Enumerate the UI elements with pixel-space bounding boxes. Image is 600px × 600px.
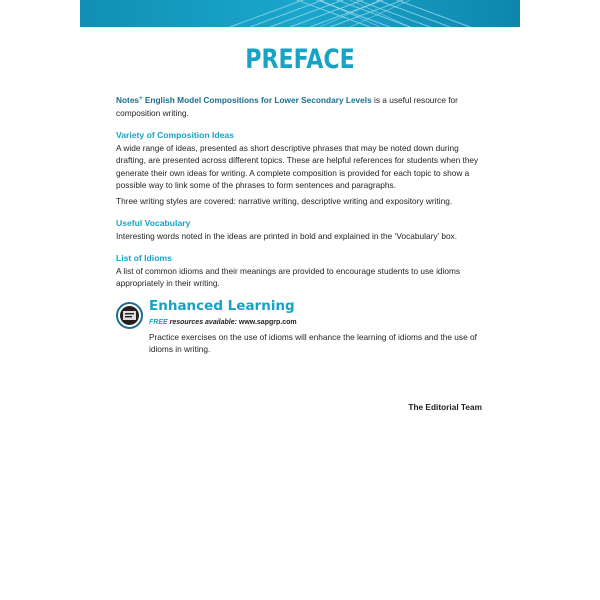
resources-note: FREE resources available: www.sapgrp.com (149, 318, 297, 326)
page-title: PREFACE (245, 44, 355, 75)
section-heading-vocabulary: Useful Vocabulary (116, 218, 191, 228)
enhanced-learning-logo-icon (116, 302, 143, 329)
plus-sign: + (139, 96, 143, 102)
website-link[interactable]: www.sapgrp.com (238, 318, 297, 326)
section-heading-ideas: Variety of Composition Ideas (116, 130, 234, 140)
section-paragraph: A list of common idioms and their meanings are provided to encourage students to use idioms appropriately in their writing. (116, 265, 461, 288)
section-paragraph: Interesting words noted in the ideas are printed in bold and explained in the ‘Vocabulary’ box. (116, 230, 458, 241)
enhanced-learning-title: Enhanced Learning (149, 297, 295, 314)
book-title: Notes+ English Model Compositions for Lower Secondary Levels (116, 95, 372, 105)
banner-graphic (80, 0, 520, 27)
section-paragraph: Three writing styles are covered: narrative writing, descriptive writing and expository writing. (116, 195, 453, 206)
intro-paragraph: Notes+ English Model Compositions for Lower Secondary Levels is a useful resource for composition writing. (116, 95, 458, 118)
header-banner (80, 0, 520, 27)
enhanced-learning-text: Practice exercises on the use of idioms will enhance the learning of idioms and the use of idioms in writing. (149, 331, 477, 354)
enhanced-learning-box (116, 297, 488, 328)
signature: The Editorial Team (408, 402, 482, 412)
preface-content (116, 93, 488, 356)
section-heading-idioms: List of Idioms (116, 253, 172, 263)
section-paragraph: A wide range of ideas, presented as short descriptive phrases that may be noted down during drafting, are presented across different topics. These are helpful references for students when they generate their own ideas for writing. A complete composition is provided for each topic to show a possible way to link some of the phrases to form sentences and paragraphs. (116, 142, 479, 190)
